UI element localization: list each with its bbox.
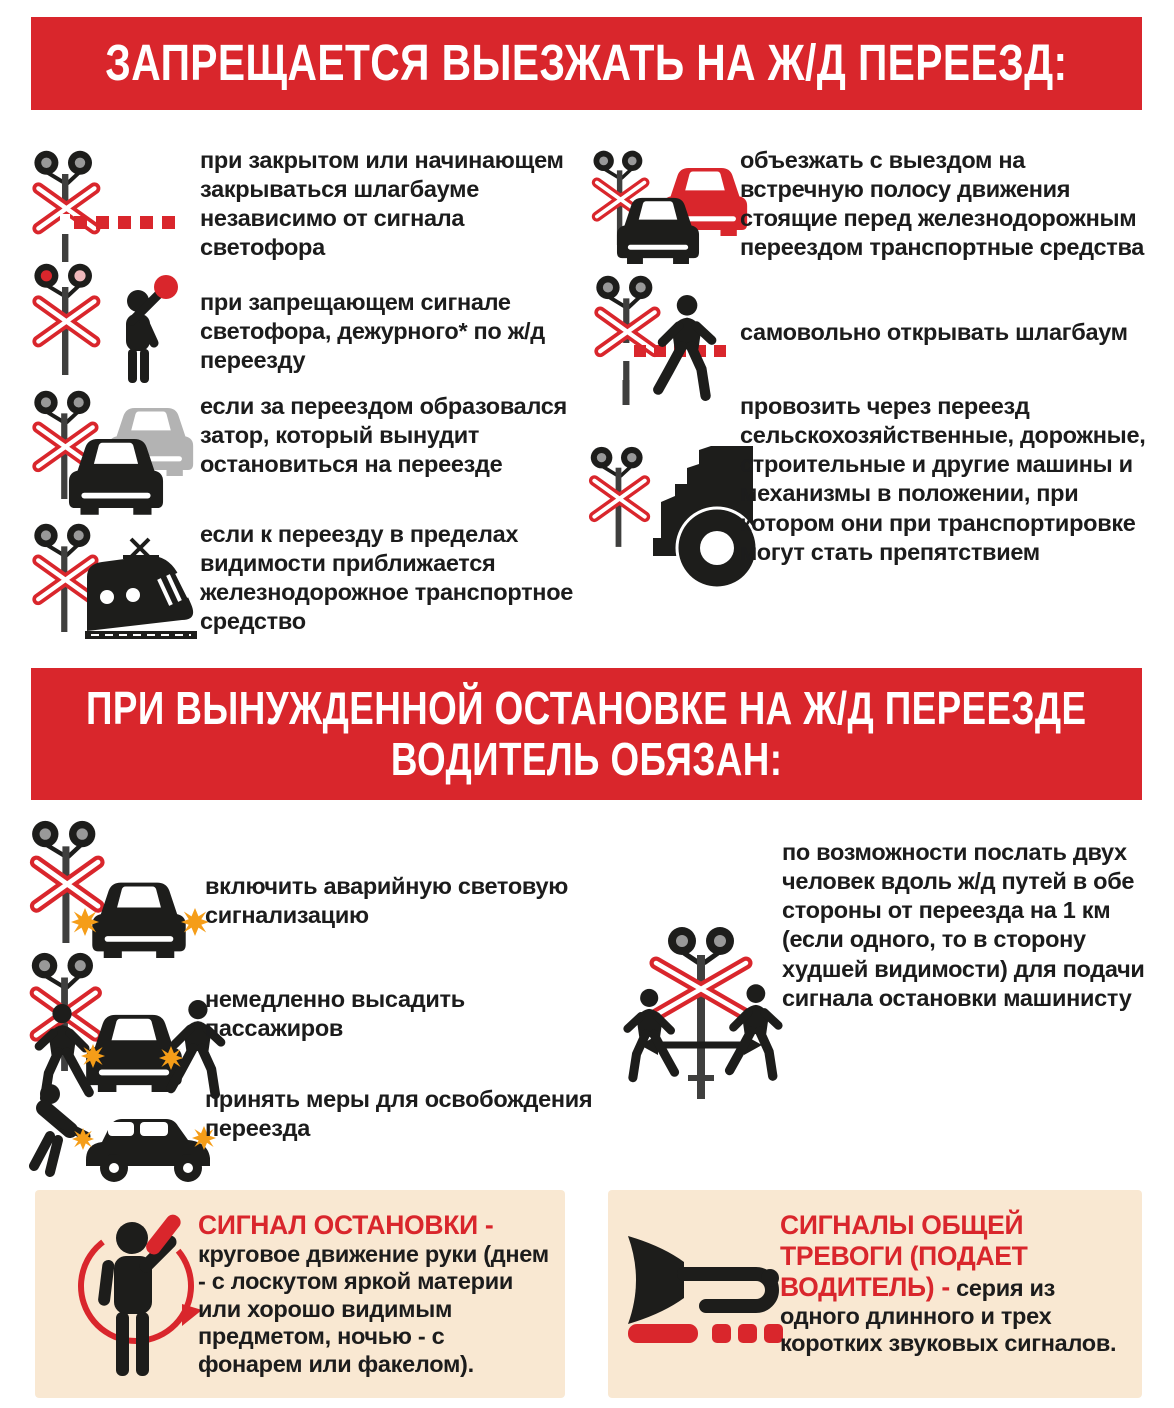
forbidden-item-text: провозить через переезд сельскохозяйственные, дорожные, строительные и другие машины и механизмы в положении, при котором они при транспортировке могут стать препятствием xyxy=(740,393,1146,565)
banner-obliged-line1: ПРИ ВЫНУЖДЕННОЙ ОСТАНОВКЕ НА Ж/Д ПЕРЕЕЗДЕ xyxy=(86,682,1087,735)
banner-obliged-line2: ВОДИТЕЛЬ ОБЯЗАН: xyxy=(390,733,783,785)
stop-signal-title: СИГНАЛ ОСТАНОВКИ - xyxy=(198,1210,494,1240)
obliged-item-text: немедленно высадить пассажиров xyxy=(205,986,465,1042)
push-car-icon xyxy=(28,1080,218,1182)
stop-signal-text xyxy=(198,1210,550,1378)
alarm-signal-text xyxy=(780,1210,1132,1358)
alarm-signal-body: серия из одного длинного и трех коротких звуковых сигналов. xyxy=(780,1275,1117,1357)
crossing-open-barrier-icon xyxy=(590,275,750,407)
stop-signal-body: круговое движение руки (днем - с лоскутом яркой материи или хорошо видимым предметом, ночью - с фонарем или факелом). xyxy=(198,1241,549,1377)
forbidden-item-text: если к переезду в пределах видимости приближается железнодорожное транспортное средство xyxy=(200,521,574,635)
crossing-overtake-icon xyxy=(588,150,763,268)
crossing-signalman-icon xyxy=(28,263,198,385)
forbidden-item-text: самовольно открывать шлагбаум xyxy=(740,319,1128,345)
forbidden-item-text: при закрытом или начинающем закрываться шлагбауме независимо от сигнала светофора xyxy=(200,147,564,261)
crossing-traffic-jam-icon xyxy=(28,390,203,520)
obliged-item-text: принять меры для освобождения переезда xyxy=(205,1086,593,1142)
send-two-people-icon xyxy=(618,925,786,1105)
alarm-signal-title: СИГНАЛЫ ОБЩЕЙ ТРЕВОГИ (ПОДАЕТ ВОДИТЕЛЬ) - xyxy=(780,1210,1028,1302)
obliged-item-text: по возможности послать двух человек вдоль ж/д путей в обе стороны от переезда на 1 км (если одного, то в сторону худшей видимости) для подачи сигнала остановки машинисту xyxy=(782,839,1145,1011)
horn-signal-icon xyxy=(628,1222,793,1350)
banner-forbidden-title: ЗАПРЕЩАЕТСЯ ВЫЕЗЖАТЬ НА Ж/Д ПЕРЕЕЗД: xyxy=(105,34,1068,92)
crossing-train-icon xyxy=(28,523,203,648)
crossing-barrier-icon xyxy=(28,150,198,265)
hazard-lights-car-icon xyxy=(25,820,220,960)
forbidden-item-text: при запрещающем сигнале светофора, дежурного* по ж/д переезду xyxy=(200,289,545,374)
banner-forbidden xyxy=(31,17,1142,110)
forbidden-item-text: объезжать с выездом на встречную полосу движения стоящие перед железнодорожным переездом транспортные средства xyxy=(740,147,1145,261)
forbidden-item-text: если за переездом образовался затор, который вынудит остановиться на переезде xyxy=(200,393,567,478)
banner-obliged xyxy=(31,668,1142,800)
obliged-item-text: включить аварийную световую сигнализацию xyxy=(205,873,568,929)
stop-signal-person-icon xyxy=(70,1208,210,1388)
